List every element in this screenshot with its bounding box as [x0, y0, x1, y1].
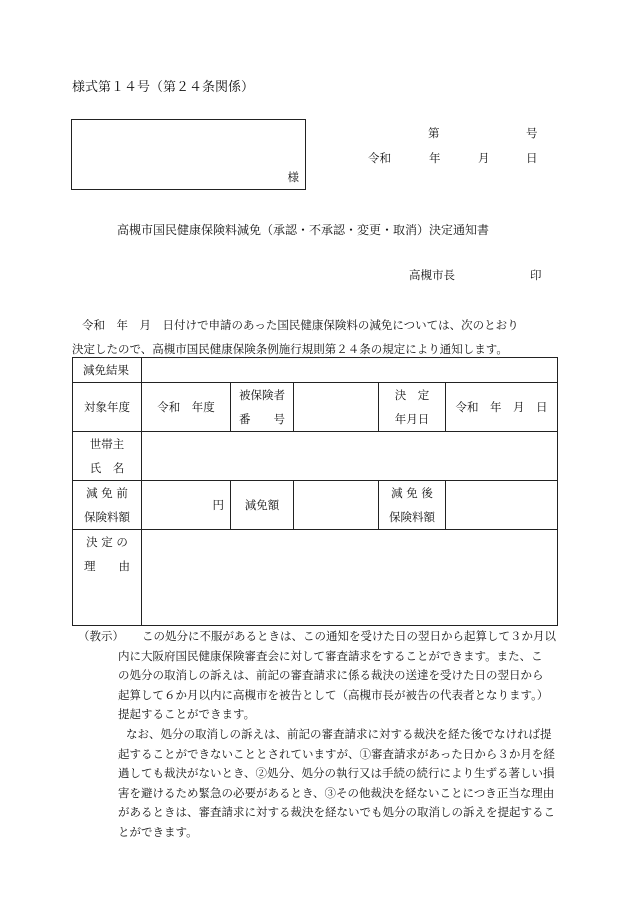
notice-line [78, 627, 558, 647]
after-label-line-1: 減 免 後 [391, 486, 433, 500]
reduction-amount-label: 減免額 [231, 481, 294, 530]
document-title: 高槻市国民健康保険料減免（承認・不承認・変更・取消）決定通知書 [117, 223, 490, 237]
notice-line: 害を避けるため緊急の必要があるとき、③その他裁決を経ないことにつき正当な理由 [118, 785, 555, 800]
insured-number-label [231, 383, 294, 432]
insured-number-field[interactable] [294, 383, 379, 432]
table-row [73, 481, 558, 530]
notice-line: があるときは、審査請求に対する裁決を経ないでも処分の取消しの訴えを提起するこ [118, 805, 555, 820]
after-label-line-2: 保険料額 [389, 510, 435, 524]
notice-line: とができます。 [118, 824, 198, 839]
notice-line-text: この処分に不服があるときは、この通知を受けた日の翌日から起算して３か月以 [142, 629, 556, 643]
result-label: 減免結果 [73, 358, 142, 383]
householder-label [73, 432, 142, 481]
target-year-field[interactable]: 令和 年度 [142, 383, 231, 432]
notice-line: 内に大阪府国民健康保険審査会に対して審査請求をすることができます。また、こ [118, 648, 543, 663]
notice-line: なお、処分の取消しの訴えは、前記の審査請求に対する裁決を経た後でなければ提 [126, 726, 552, 741]
reason-label-line-2: 理 由 [84, 559, 130, 573]
decision-date-label-line-1: 決 定 [394, 388, 430, 402]
doc-number-prefix: 第 [428, 126, 440, 140]
before-label-line-2: 保険料額 [84, 510, 130, 524]
issuer-name: 高槻市長 [409, 268, 455, 282]
date-month: 月 [478, 151, 490, 165]
form-number: 様式第１４号（第２４条関係） [72, 80, 255, 95]
decision-date-label [379, 383, 446, 432]
result-field[interactable] [142, 358, 558, 383]
decision-date-field[interactable]: 令和 年 月 日 [446, 383, 558, 432]
table-row [73, 530, 558, 579]
result-table [72, 357, 558, 626]
body-text-line-2: 決定したので、高槻市国民健康保険条例施行規則第２４条の規定により通知します。 [72, 342, 508, 356]
decision-date-label-line-2: 年月日 [394, 412, 430, 426]
issuer-seal: 印 [530, 268, 542, 282]
table-row [73, 383, 558, 432]
date-day: 日 [526, 151, 538, 165]
yen-unit: 円 [212, 498, 224, 512]
reason-label [73, 530, 142, 579]
reduction-amount-field[interactable] [294, 481, 379, 530]
notice-line: の処分の取消しの訴えは、前記の審査請求に係る裁決の送達を受けた日の翌日から [118, 668, 544, 683]
insured-label-line-1: 被保険者 [239, 388, 285, 402]
notice-heading: （教示） [78, 629, 124, 643]
householder-label-line-1: 世帯主 [89, 437, 125, 451]
doc-number-suffix: 号 [526, 126, 538, 140]
target-year-label: 対象年度 [73, 383, 142, 432]
before-amount-label [73, 481, 142, 530]
reason-label-line-1: 決 定 の [86, 535, 128, 549]
after-amount-field[interactable] [446, 481, 558, 530]
addressee-box[interactable] [71, 119, 306, 190]
notice-line: 起することができないこととされていますが、①審査請求があった日から３か月を経 [118, 746, 555, 761]
date-era: 令和 [368, 151, 391, 165]
insured-label-line-2: 番 号 [239, 412, 285, 426]
notice-line: 起算して６か月以内に高槻市を被告として（高槻市長が被告の代表者となります。） [118, 687, 549, 702]
addressee-suffix: 様 [287, 170, 299, 184]
body-text-line-1: 令和 年 月 日付けで申請のあった国民健康保険料の減免については、次のとおり [82, 318, 519, 332]
notice-line: 過しても裁決がないとき、②処分、処分の執行又は手続の続行により生ずる著しい損 [118, 766, 555, 781]
after-amount-label [379, 481, 446, 530]
before-label-line-1: 減 免 前 [86, 486, 128, 500]
reason-label-spacer [73, 578, 142, 625]
table-row [73, 432, 558, 481]
notice [78, 627, 558, 843]
date-year: 年 [429, 151, 441, 165]
householder-name-field[interactable] [142, 432, 558, 481]
notice-line: 提起することができます。 [118, 707, 256, 722]
before-amount-field[interactable] [142, 481, 231, 530]
householder-label-line-2: 氏 名 [89, 461, 125, 475]
reason-field[interactable] [142, 530, 558, 626]
table-row [73, 358, 558, 383]
